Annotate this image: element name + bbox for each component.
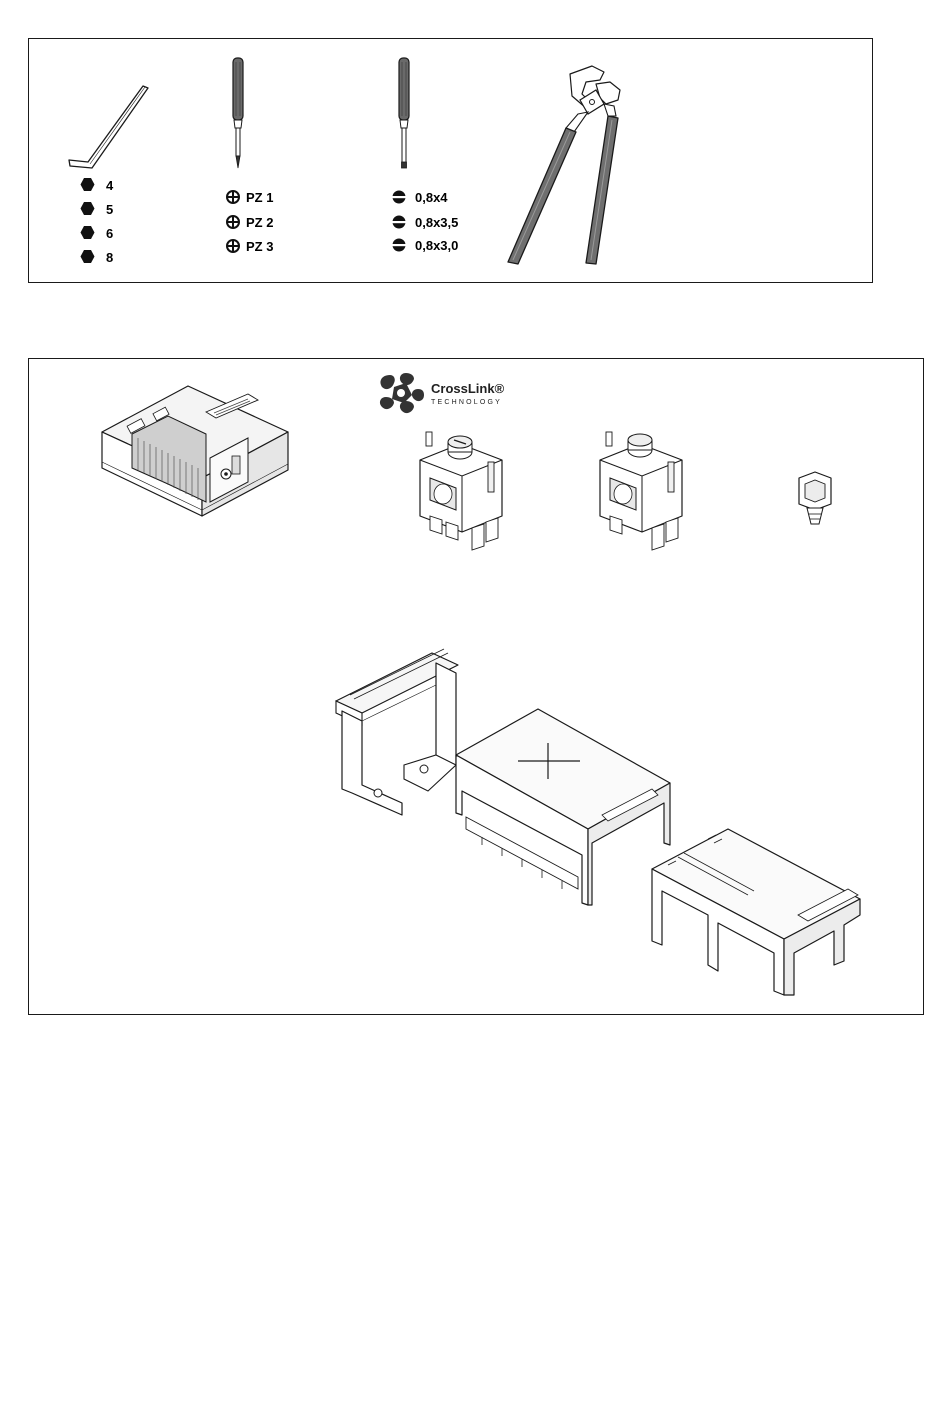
end-cover-illustration xyxy=(648,825,863,1000)
slotted-size-label: 0,8x3,0 xyxy=(415,238,459,253)
hex-key-icon xyxy=(60,80,160,175)
hexagon-icon xyxy=(80,249,95,264)
slotted-screwdriver-icon xyxy=(392,56,416,176)
hex-size-label: 6 xyxy=(106,226,114,241)
slotted-size-label: 0,8x4 xyxy=(415,190,448,205)
frame-bracket-illustration xyxy=(332,645,462,825)
pozidriv-size-label: PZ 1 xyxy=(246,190,274,205)
terminal-clamp-illustration xyxy=(412,430,512,554)
pozidriv-icon xyxy=(226,239,240,253)
slotted-head-icon xyxy=(392,190,406,204)
hex-size-label: 8 xyxy=(106,250,114,265)
pozidriv-icon xyxy=(226,215,240,229)
hexagon-icon xyxy=(80,201,95,216)
pliers-icon xyxy=(500,60,640,275)
terminal-block-illustration xyxy=(98,382,298,522)
middle-cover-illustration xyxy=(452,705,677,910)
slotted-head-icon xyxy=(392,215,406,229)
slotted-head-icon xyxy=(392,238,406,252)
hex-size-label: 4 xyxy=(106,178,114,193)
hexagon-icon xyxy=(80,177,95,192)
hexagon-icon xyxy=(80,225,95,240)
hex-size-label: 5 xyxy=(106,202,114,217)
terminal-clamp-illustration xyxy=(592,430,692,554)
slotted-size-label: 0,8x3,5 xyxy=(415,215,459,230)
pozidriv-size-label: PZ 2 xyxy=(246,215,274,230)
pozidriv-icon xyxy=(226,190,240,204)
brand-name: CrossLink® xyxy=(431,381,505,396)
brand-subtitle: TECHNOLOGY xyxy=(431,399,503,406)
pozidriv-size-label: PZ 3 xyxy=(246,239,274,254)
clip-illustration xyxy=(793,468,837,530)
crosslink-logo-icon xyxy=(376,371,426,415)
pozidriv-screwdriver-icon xyxy=(226,56,250,176)
